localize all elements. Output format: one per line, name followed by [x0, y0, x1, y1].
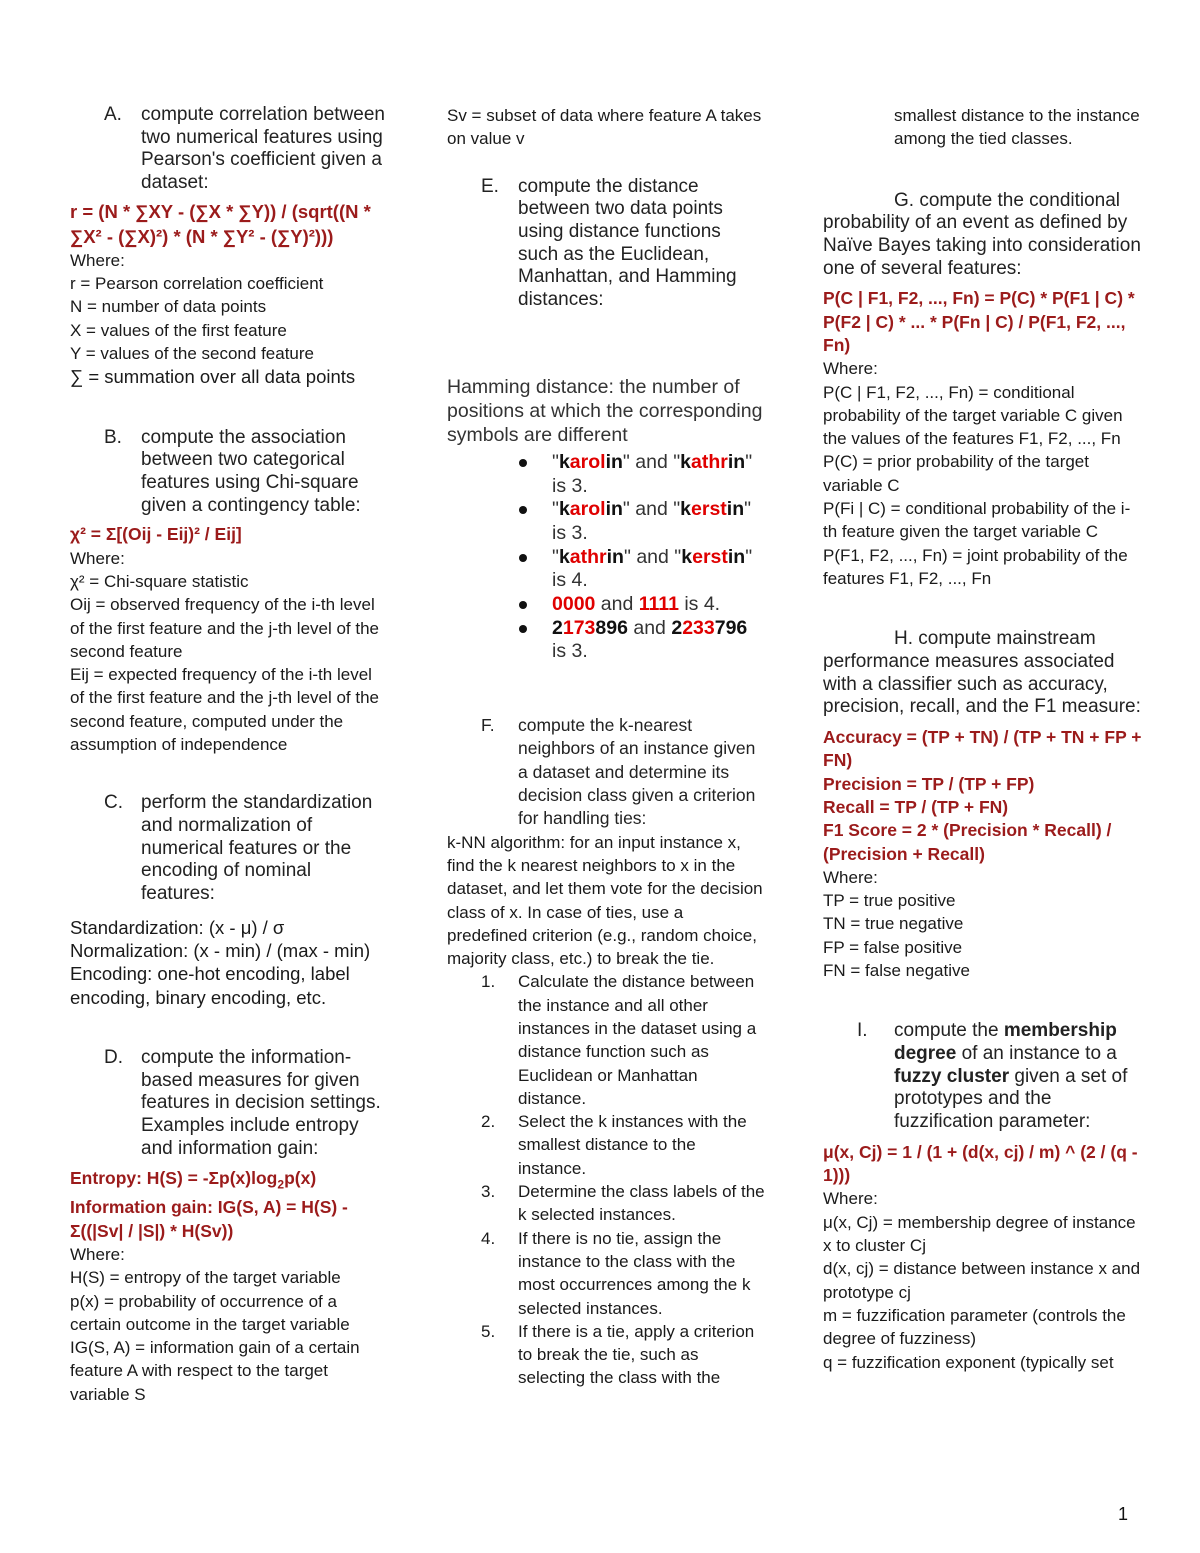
- precision-formula: Precision = TP / (TP + FP): [823, 773, 1035, 794]
- definition-line: d(x, cj) = distance between instance x and prototype cj: [823, 1259, 1141, 1302]
- section-h-heading: H. compute mainstream performance measures associated with a classifier such as accuracy, precision, recall, and the F1 measure:: [823, 628, 1141, 718]
- definition-line: q = fuzzification exponent (typically set: [823, 1352, 1114, 1372]
- section-a-text: compute correlation between two numerical features using Pearson's coefficient given a dataset:: [141, 104, 385, 194]
- section-i-letter: I.: [857, 1020, 868, 1042]
- page-number: 1: [1118, 1504, 1129, 1524]
- definition-line: Normalization: (x - min) / (max - min): [70, 940, 371, 962]
- section-a-heading: [70, 104, 390, 195]
- definition-line: P(C | F1, F2, ..., Fn) = conditional probability of the target variable C given the values of the features F1, F2, ..., Fn: [823, 382, 1123, 449]
- where-label: Where:: [823, 359, 878, 379]
- section-a-letter: A.: [104, 104, 122, 125]
- definition-line: χ² = Chi-square statistic: [70, 572, 249, 591]
- definition-line: P(C) = prior probability of the target variable C: [823, 452, 1089, 495]
- entropy-formula: [70, 1167, 390, 1197]
- section-e-text: compute the distance between two data points using distance functions such as the Euclidean, Manhattan, and Hamming distances:: [518, 175, 737, 311]
- section-e-heading: [447, 176, 765, 312]
- definition-line: μ(x, Cj) = membership degree of instance x to cluster Cj: [823, 1212, 1136, 1256]
- where-label: Where:: [823, 867, 878, 887]
- section-f-letter: F.: [481, 715, 495, 736]
- list-item: 3. Determine the class labels of the k selected instances.: [481, 1182, 765, 1225]
- definition-line: Standardization: (x - μ) / σ: [70, 916, 285, 938]
- knn-continuation: smallest distance to the instance among the tied classes.: [894, 106, 1140, 149]
- definition-line: Encoding: one-hot encoding, label encoding, binary encoding, etc.: [70, 963, 350, 1008]
- definition-line: FN = false negative: [823, 961, 970, 981]
- knn-intro: k-NN algorithm: for an input instance x, find the k nearest neighbors to x in the dataset, and let them vote for the decision class of x. In case of ties, use a predefined criterion (e.g., random choice, majority class, etc.) to break the tie.: [447, 832, 763, 969]
- recall-formula: Recall = TP / (TP + FN): [823, 796, 1009, 817]
- list-item: 1. Calculate the distance between the instance and all other instances in the dataset using a distance function such as Euclidean or Manhattan distance.: [481, 972, 757, 1108]
- definition-line: m = fuzzification parameter (controls the degree of fuzziness): [823, 1305, 1126, 1349]
- naive-bayes-formula: P(C | F1, F2, ..., Fn) = P(C) * P(F1 | C) * P(F2 | C) * ... * P(Fn | C) / P(F1, F2, ..., Fn): [823, 288, 1135, 355]
- knn-steps: [447, 970, 765, 1389]
- column-3: [823, 104, 1143, 1374]
- list-item: "karolin" and "kathrin" is 3.: [552, 451, 765, 498]
- section-b-text: compute the association between two categorical features using Chi-square given a contingency table:: [141, 426, 361, 516]
- where-label: Where:: [70, 1244, 125, 1264]
- accuracy-formula: Accuracy = (TP + TN) / (TP + TN + FP + FN): [823, 727, 1142, 771]
- definition-line: TP = true positive: [823, 891, 956, 911]
- list-item: 2173896 and 2233796 is 3.: [552, 617, 765, 664]
- section-c-text: perform the standardization and normalization of numerical features or the encoding of nominal features:: [141, 792, 373, 905]
- where-label: Where:: [70, 548, 125, 568]
- section-i-heading: I. compute the membership degree of an instance to a fuzzy cluster given a set of prototypes and the fuzzification parameter:: [857, 1020, 1128, 1133]
- section-b-letter: B.: [104, 426, 122, 448]
- membership-formula: μ(x, Cj) = 1 / (1 + (d(x, cj) / m) ^ (2 / (q - 1))): [823, 1141, 1138, 1186]
- definition-line: r = Pearson correlation coefficient: [70, 274, 324, 294]
- where-label: Where:: [70, 250, 125, 270]
- section-d-heading: [70, 1047, 390, 1161]
- definition-line: H(S) = entropy of the target variable: [70, 1268, 341, 1288]
- definition-line: TN = true negative: [823, 914, 964, 934]
- definition-line: IG(S, A) = information gain of a certain feature A with respect to the target variable S: [70, 1338, 360, 1404]
- definition-line: p(x) = probability of occurrence of a certain outcome in the target variable: [70, 1291, 350, 1334]
- entropy-formula-b: p(x): [284, 1167, 317, 1188]
- section-d-text: compute the information-based measures for given features in decision settings. Examples include entropy and information gain:: [141, 1047, 381, 1159]
- section-c-heading: [70, 792, 390, 906]
- section-d-letter: D.: [104, 1047, 123, 1069]
- section-e-letter: E.: [481, 175, 499, 197]
- hamming-intro: Hamming distance: the number of positions at which the corresponding symbols are different: [447, 375, 763, 446]
- column-1: [70, 104, 390, 1406]
- definition-line: N = number of data points: [70, 297, 267, 317]
- section-g-heading: G. compute the conditional probability of an event as defined by Naïve Bayes taking into consideration one of several features:: [823, 189, 1141, 279]
- where-label: Where:: [823, 1189, 878, 1209]
- sv-definition: Sv = subset of data where feature A takes on value v: [447, 106, 762, 149]
- definition-line: Oij = observed frequency of the i-th level of the first feature and the j-th level of the second feature: [70, 595, 380, 661]
- entropy-formula-a: Entropy: H(S) = -Σp(x)log: [70, 1167, 278, 1188]
- list-item: 0000 and 1111 is 4.: [552, 593, 765, 617]
- list-item: 5. If there is a tie, apply a criterion to break the tie, such as selecting the class with the: [481, 1321, 755, 1388]
- list-item: "karolin" and "kerstin" is 3.: [552, 498, 765, 545]
- list-item: 2. Select the k instances with the smallest distance to the instance.: [481, 1112, 747, 1178]
- entropy-formula-sub: 2: [277, 1177, 285, 1192]
- hamming-examples: [447, 451, 765, 664]
- definition-line: X = values of the first feature: [70, 320, 287, 340]
- section-b-heading: [70, 427, 390, 518]
- chi-square-formula: χ² = Σ[(Oij - Eij)² / Eij]: [70, 524, 242, 545]
- pearson-formula: r = (N * ∑XY - (∑X * ∑Y)) / (sqrt((N * ∑X² - (∑X)²) * (N * ∑Y² - (∑Y)²))): [70, 200, 371, 247]
- definition-line: P(F1, F2, ..., Fn) = joint probability of the features F1, F2, ..., Fn: [823, 545, 1128, 588]
- f1-score-formula: F1 Score = 2 * (Precision * Recall) / (Precision + Recall): [823, 820, 1112, 864]
- definition-line: FP = false positive: [823, 937, 963, 957]
- definition-line: Eij = expected frequency of the i-th level of the first feature and the j-th level of the second feature, computed under the assumption of independence: [70, 665, 380, 755]
- definition-line: Y = values of the second feature: [70, 344, 314, 363]
- section-f-heading: [447, 714, 765, 830]
- list-item: 4. If there is no tie, assign the instance to the class with the most occurrences among the k selected instances.: [481, 1228, 751, 1318]
- section-c-letter: C.: [104, 792, 123, 814]
- list-item: "kathrin" and "kerstin" is 4.: [552, 546, 765, 593]
- definition-line: P(Fi | C) = conditional probability of the i-th feature given the target variable C: [823, 499, 1131, 542]
- column-2: [447, 104, 765, 1390]
- information-gain-formula: Information gain: IG(S, A) = H(S) - Σ((|Sv| / |S|) * H(Sv)): [70, 1197, 348, 1241]
- section-f-text: compute the k-nearest neighbors of an instance given a dataset and determine its decision class given a criterion for handling ties:: [518, 715, 756, 829]
- definition-line: ∑ = summation over all data points: [70, 366, 356, 388]
